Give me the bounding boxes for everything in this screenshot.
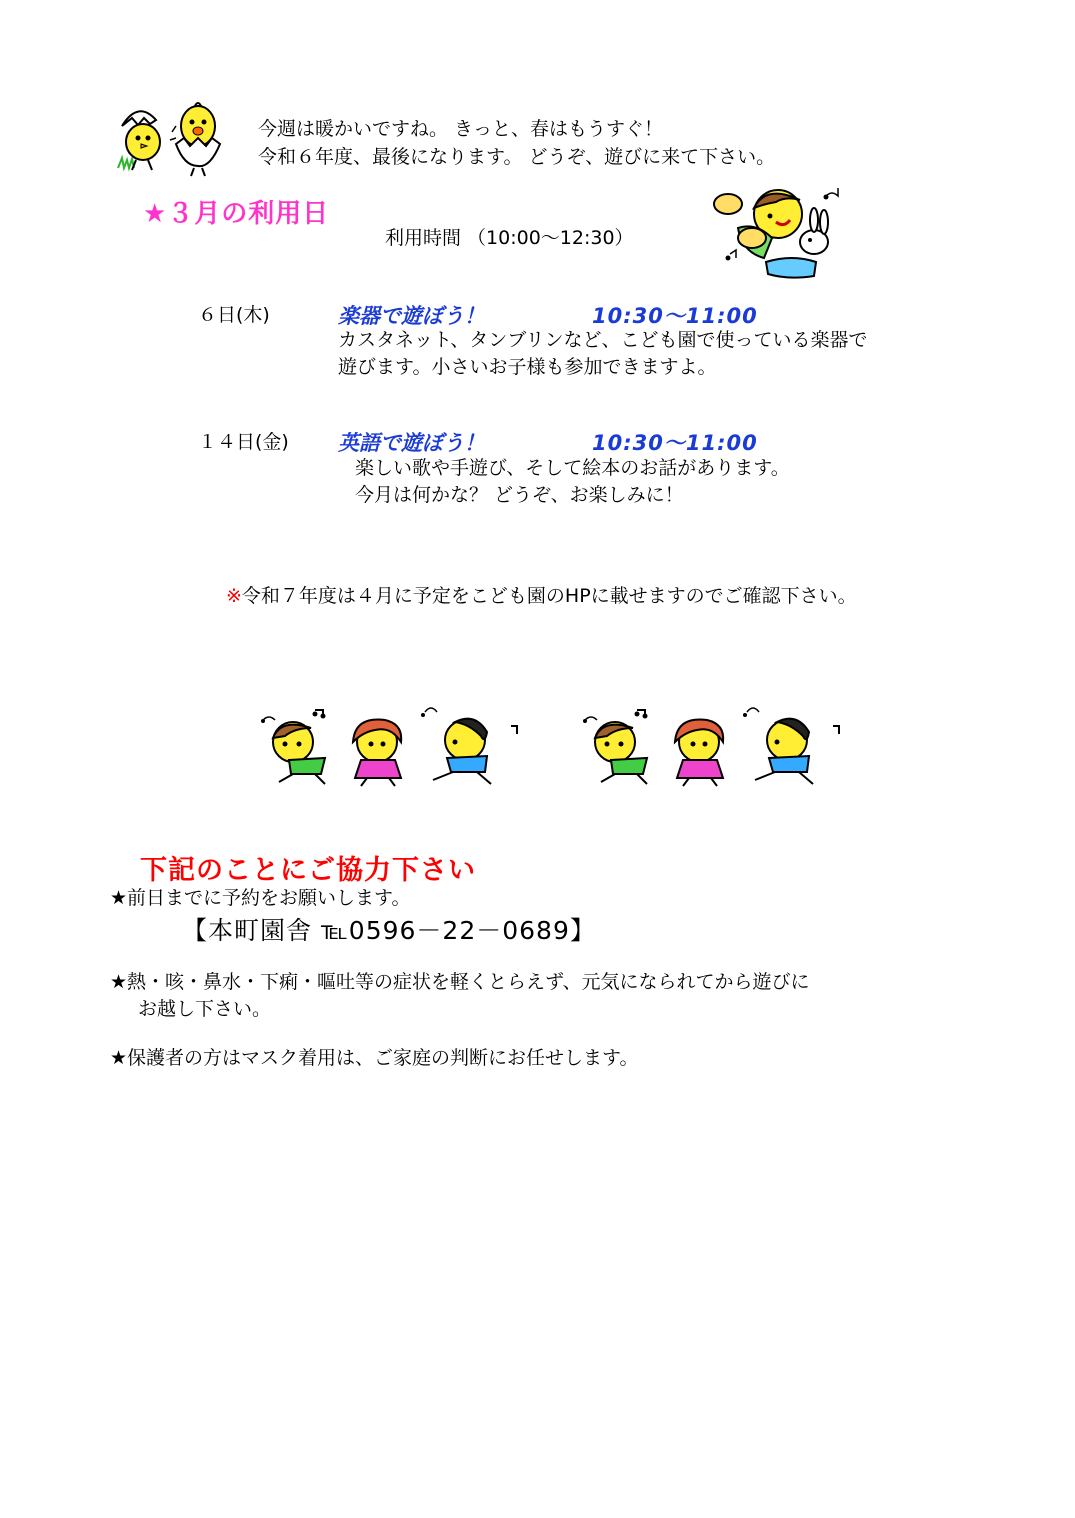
contact-phone: 【本町園舎 ℡0596－22－0689】 — [182, 916, 596, 945]
chicks-illustration — [110, 98, 230, 184]
cooperation-item: ★保護者の方はマスク着用は、ご家庭の判断にお任せします。 — [110, 1047, 639, 1069]
event-desc-line: カスタネット、タンブリンなど、こども園で使っている楽器で — [338, 329, 868, 351]
event-time: 10:30～11:00 — [592, 304, 758, 328]
cooperation-title: 下記のことにご協力下さい — [140, 855, 476, 886]
musical-kids-illustration — [706, 182, 856, 282]
cooperation-item-continued: お越し下さい。 — [138, 998, 272, 1020]
note-text: 令和７年度は４月に予定をこども園のHPに載せますのでご確認下さい。 — [241, 585, 857, 607]
event-date: １４日(金) — [198, 431, 289, 453]
schedule-note — [226, 581, 857, 608]
event-title: 楽器で遊ぼう！ — [338, 304, 485, 328]
note-mark: ※ — [226, 585, 242, 607]
schedule-title: ★３月の利用日 — [143, 199, 330, 229]
intro-line-1: 今週は暖かいですね。 きっと、春はもうすぐ！ — [258, 118, 664, 140]
event-desc-line: 楽しい歌や手遊び、そして絵本のお話があります。 — [355, 457, 790, 479]
walking-kids-illustration — [255, 702, 855, 792]
hours-text: 利用時間 （10:00～12:30） — [385, 227, 634, 249]
cooperation-item: ★熱・咳・鼻水・下痢・嘔吐等の症状を軽くとらえず、元気になられてから遊びに — [110, 971, 810, 993]
cooperation-item: ★前日までに予約をお願いします。 — [110, 887, 411, 909]
event-date: ６日(木) — [198, 304, 270, 326]
event-title: 英語で遊ぼう！ — [338, 431, 485, 455]
event-desc-line: 今月は何かな？ どうぞ、お楽しみに！ — [355, 484, 684, 506]
intro-line-2: 令和６年度、最後になります。 どうぞ、遊びに来て下さい。 — [258, 146, 776, 168]
event-desc-line: 遊びます。小さいお子様も参加できますよ。 — [338, 356, 717, 378]
event-time: 10:30～11:00 — [592, 431, 758, 455]
